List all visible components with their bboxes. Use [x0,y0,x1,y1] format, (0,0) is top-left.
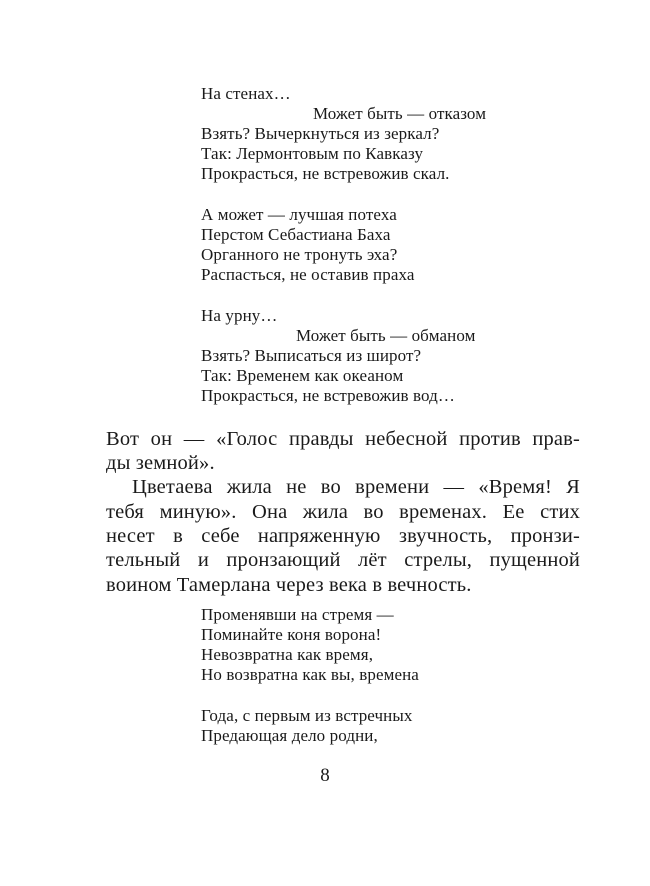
poem-line: Перстом Себастиана Баха [201,225,391,244]
poem-line: Прокрасться, не встревожив вод… [201,386,455,405]
poem-line: А может — лучшая потеха [201,205,397,224]
poem-line: Так: Временем как океаном [201,366,404,385]
poem-line: Распасться, не оставив праха [201,265,415,284]
poem-line: Променявши на стремя — [201,605,394,624]
poem-line: Может быть — отказом [313,104,487,123]
prose-line: воином Тамерлана через века в вечность. [106,574,472,596]
poem-line: Взять? Вычеркнуться из зеркал? [201,124,440,143]
prose-line: тебя миную». Она жила во временах. Ее стих [106,501,580,523]
prose-line: Цветаева жила не во времени — «Время! Я [132,476,580,498]
poem-line: Предающая дело родни, [201,726,378,745]
poem-line: Прокрасться, не встревожив скал. [201,164,450,183]
poem-line: На урну… [201,306,278,325]
prose-line: несет в себе напряженную звучность, пронзи- [106,525,580,547]
poem-line: Поминайте коня ворона! [201,625,382,644]
poem-line: Невозвратна как время, [201,645,374,664]
prose-line: ды земной». [106,452,215,474]
poem-line: Органного не тронуть эха? [201,245,398,264]
page-number: 8 [320,765,330,786]
poem-line: Может быть — обманом [296,326,476,345]
poem-line: На стенах… [201,84,291,103]
poem-line: Так: Лермонтовым по Кавказу [201,144,424,163]
prose-line: тельный и пронзающий лёт стрелы, пущенной [106,549,580,571]
poem-line: Но возвратна как вы, времена [201,665,419,684]
prose-line: Вот он — «Голос правды небесной против прав- [106,428,580,450]
poem-line: Взять? Выписаться из широт? [201,346,422,365]
poem-line: Года, с первым из встречных [201,706,413,725]
